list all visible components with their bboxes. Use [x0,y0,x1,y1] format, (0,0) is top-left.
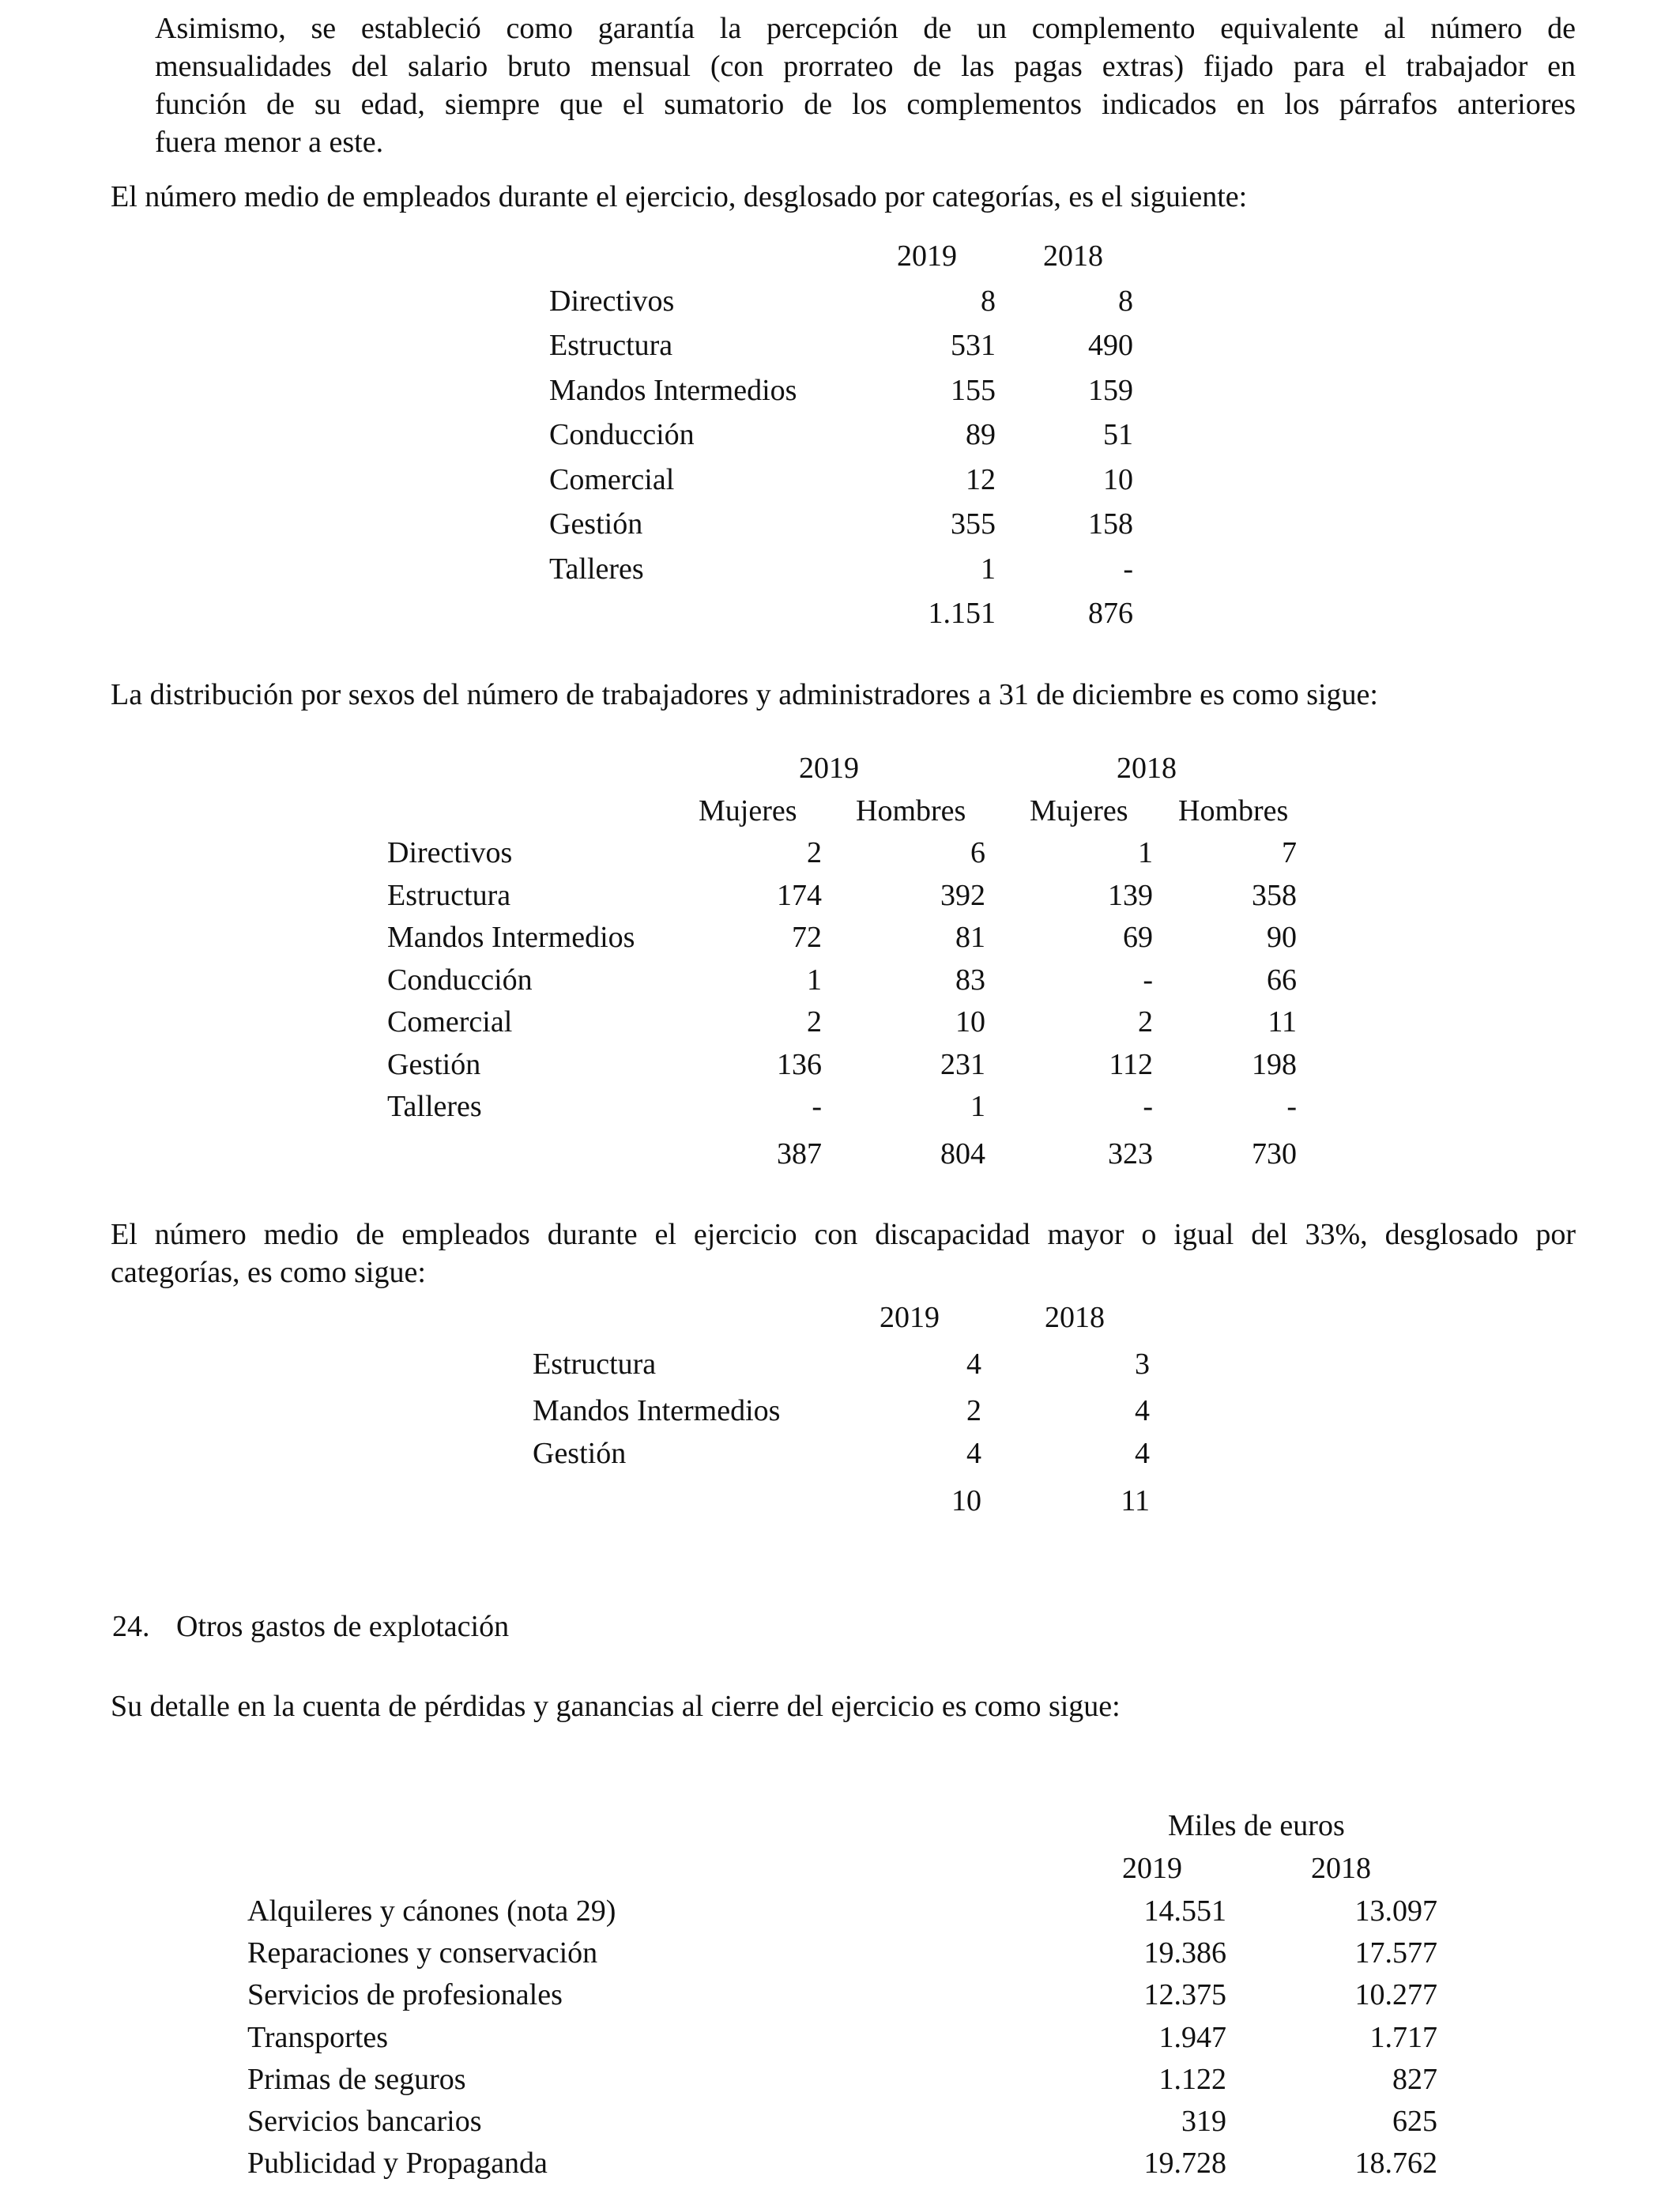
cell-2018: 3 [1135,1348,1150,1381]
total-2018: 876 [1088,597,1133,630]
cell-2018: 17.577 [1354,1936,1437,1970]
cell: 7 [1282,836,1297,869]
table2-year-2018: 2018 [1117,752,1177,785]
row-label: Alquileres y cánones (nota 29) [247,1894,616,1928]
row-label: Estructura [549,329,673,362]
cell: 112 [1109,1048,1153,1081]
section-title: Otros gastos de explotación [176,1610,510,1643]
unit-label: Miles de euros [1168,1809,1345,1842]
expenses-header-2019: 2019 [1122,1852,1182,1885]
cell-2019: 1.122 [1158,2063,1226,2096]
row-label: Mandos Intermedios [387,921,635,954]
cell-2019: 19.728 [1143,2147,1226,2180]
cell-2019: 531 [951,329,996,362]
table3-caption-line: categorías, es como sigue: [111,1256,426,1289]
cell-2019: 12.375 [1143,1978,1226,2011]
cell-2018: 51 [1103,418,1133,451]
row-label: Comercial [549,463,675,496]
row-label: Estructura [533,1348,657,1381]
cell: 2 [1138,1005,1153,1039]
cell: 358 [1252,879,1297,912]
row-label: Primas de seguros [247,2063,466,2096]
cell-2018: 10 [1103,463,1133,496]
intro-line: Asimismo, se estableció como garantía la percepción de un complemento equivalente al número de [155,12,1576,45]
cell-2019: 12 [966,463,996,496]
row-label: Directivos [549,285,675,318]
row-label: Talleres [387,1090,482,1123]
intro-paragraph [155,9,1576,161]
table3-caption [111,1216,1576,1291]
cell-2019: 1 [981,552,996,586]
total-2018: 11 [1121,1484,1150,1517]
subheader-mujeres-2018: Mujeres [1030,794,1128,827]
cell-2019: 4 [966,1437,981,1470]
cell: 174 [777,879,822,912]
section-intro: Su detalle en la cuenta de pérdidas y ganancias al cierre del ejercicio es como sigue: [111,1690,1121,1723]
cell-2018: 158 [1088,507,1133,541]
cell: 83 [955,963,985,997]
cell: 66 [1267,963,1297,997]
cell: 2 [807,836,822,869]
total-2019: 1.151 [928,597,996,630]
table3-header-2018: 2018 [1045,1301,1105,1334]
table1-header-2019: 2019 [897,239,957,273]
cell: - [1143,963,1153,997]
row-label: Gestión [533,1437,627,1470]
row-label: Conducción [549,418,695,451]
table1-caption: El número medio de empleados durante el ejercicio, desglosado por categorías, es el siguiente: [111,180,1248,213]
cell-2019: 355 [951,507,996,541]
cell: 69 [1123,921,1153,954]
row-label: Publicidad y Propaganda [247,2147,548,2180]
cell: - [1143,1090,1153,1123]
cell: 198 [1252,1048,1297,1081]
cell: 72 [792,921,822,954]
total-cell: 804 [940,1137,985,1171]
cell-2018: 10.277 [1354,1978,1437,2011]
table2-year-2019: 2019 [799,752,859,785]
cell-2019: 4 [966,1348,981,1381]
section-number: 24. [112,1610,150,1643]
cell-2018: - [1123,552,1133,586]
cell-2018: 13.097 [1354,1894,1437,1928]
cell: 392 [940,879,985,912]
total-cell: 730 [1252,1137,1297,1171]
table2-caption: La distribución por sexos del número de trabajadores y administradores a 31 de diciembre es como sigue: [111,678,1378,711]
row-label: Gestión [549,507,643,541]
cell-2019: 2 [966,1394,981,1427]
cell: 139 [1108,879,1153,912]
table1-header-2018: 2018 [1043,239,1103,273]
subheader-mujeres-2019: Mujeres [699,794,797,827]
intro-line: mensualidades del salario bruto mensual (con prorrateo de las pagas extras) fijado para el trabajador en [155,50,1576,83]
total-cell: 323 [1108,1137,1153,1171]
cell-2018: 18.762 [1354,2147,1437,2180]
cell-2019: 8 [981,285,996,318]
cell-2018: 490 [1088,329,1133,362]
row-label: Servicios bancarios [247,2105,482,2138]
row-label: Transportes [247,2021,389,2054]
total-cell: 387 [777,1137,822,1171]
cell-2019: 89 [966,418,996,451]
cell-2018: 827 [1392,2063,1437,2096]
cell: 2 [807,1005,822,1039]
intro-line: fuera menor a este. [155,126,384,159]
cell: 10 [955,1005,985,1039]
row-label: Reparaciones y conservación [247,1936,598,1970]
row-label: Mandos Intermedios [549,374,797,407]
cell-2019: 1.947 [1158,2021,1226,2054]
cell: 11 [1268,1005,1297,1039]
cell-2018: 159 [1088,374,1133,407]
cell: - [1286,1090,1297,1123]
cell: 231 [940,1048,985,1081]
row-label: Gestión [387,1048,481,1081]
cell-2018: 4 [1135,1394,1150,1427]
row-label: Directivos [387,836,513,869]
total-2019: 10 [951,1484,981,1517]
table3-caption-line: El número medio de empleados durante el ejercicio con discapacidad mayor o igual del 33%, desglosado por [111,1218,1576,1251]
cell: 90 [1267,921,1297,954]
cell: 136 [777,1048,822,1081]
cell-2018: 625 [1392,2105,1437,2138]
row-label: Estructura [387,879,511,912]
cell-2019: 19.386 [1143,1936,1226,1970]
row-label: Talleres [549,552,644,586]
intro-line: función de su edad, siempre que el sumatorio de los complementos indicados en los párrafos anteriores [155,88,1576,121]
cell-2019: 319 [1181,2105,1226,2138]
cell: 1 [1138,836,1153,869]
row-label: Mandos Intermedios [533,1394,781,1427]
row-label: Conducción [387,963,533,997]
cell: 6 [970,836,985,869]
expenses-header-2018: 2018 [1311,1852,1371,1885]
cell-2019: 14.551 [1143,1894,1226,1928]
cell: - [812,1090,822,1123]
cell: 81 [955,921,985,954]
cell: 1 [807,963,822,997]
cell-2018: 8 [1118,285,1133,318]
cell-2018: 4 [1135,1437,1150,1470]
table3-header-2019: 2019 [880,1301,940,1334]
cell-2019: 155 [951,374,996,407]
row-label: Comercial [387,1005,513,1039]
cell-2018: 1.717 [1369,2021,1437,2054]
cell: 1 [970,1090,985,1123]
row-label: Servicios de profesionales [247,1978,563,2011]
subheader-hombres-2018: Hombres [1178,794,1289,827]
subheader-hombres-2019: Hombres [856,794,966,827]
